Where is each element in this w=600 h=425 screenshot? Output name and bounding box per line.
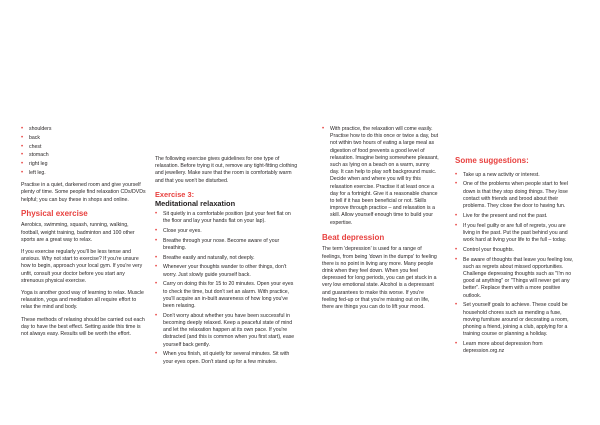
practice-list [322,126,440,227]
paragraph: The following exercise gives guidelines for one type of relaxation. Before trying it out, remove any tight-fitting clothing and jewellery. Make sure that the room is comfortably warm and that you won't be disturbed. [155,156,298,184]
bullet-icon: • [21,169,24,176]
paragraph: Practise in a quiet, darkened room and give yourself plenty of time. Some people find relaxation CDs/DVDs helpful; you can buy these in shops and online. [21,182,146,203]
list-item-text: Breathe easily and naturally, not deeply. [163,254,255,261]
column-3 [322,126,440,316]
list-item-text: Live for the present and not the past. [463,212,548,219]
column-4 [455,126,578,360]
exercise-title: Meditational relaxation [155,198,236,208]
bullet-icon: • [455,246,458,253]
list-item [455,213,578,220]
list-item [155,228,298,235]
list-item-text: Take up a new activity or interest. [463,171,540,178]
section-heading-physical-exercise: Physical exercise [21,208,88,218]
column-2 [155,156,298,371]
list-item [455,302,578,338]
bullet-icon: • [455,222,458,229]
paragraph: The term 'depression' is used for a range of feelings, from being 'down in the dumps' to feeling there is no point in living any more. Many people drink when they feel down. When you feel depressed for long periods, you can get stuck in a very low emotional state. Alcohol is a depressant and guarantees to make this worse. If you're feeling fed-up or that you're missing out on life, there are things you can do to lift your mood. [322,246,437,310]
list-item-text: Control your thoughts. [463,246,515,253]
paragraph: Aerobics, swimming, squash, running, walking, football, weight training, badminton and 100 other sports are a great way to relax. [21,222,135,243]
list-item-text: Breathe through your nose. Become aware of your breathing. [163,237,280,251]
bullet-icon: • [21,134,24,141]
paragraph: Yoga is another good way of learning to relax. Muscle relaxation, yoga and meditation all require effort to relax the mind and body. [21,289,144,311]
list-item [455,247,578,254]
bullet-icon: • [322,126,325,132]
list-item-text: If you feel guilty or are full of regrets, you are living in the past. Put the past behind you and work hard at living your life to the full – today. [463,222,568,243]
bullet-icon: • [155,351,158,358]
bullet-icon: • [455,256,458,263]
list-item [155,238,298,252]
list-item [455,172,578,179]
list-item-text: Sit quietly in a comfortable position (put your feet flat on the floor and lay your hands flat on your lap). [163,210,291,225]
list-item-text: With practice, the relaxation will come easily. Practise how to do this once or twice a day, but not within two hours of eating a large meal as digestion of food prevents a good level of relaxation. Imagine being somewhere pleasant, such as lying on a beach on a warm, sunny day. It can help to play soft background music. Decide when and where you will try this relaxation exercise. Practise it at least once a day for a fortnight. Give it a reasonable chance to tell if it has been beneficial or not. Skills improve through practice – and relaxation is a skill. Allow yourself enough time to build your expertise. [330,126,439,226]
paragraph: If you exercise regularly you'll be less tense and anxious. Why not start to exercise? If you're unsure how to begin, approach your local gym. If you're very unfit, consult your doctor before you start any strenuous physical exercise. [21,248,143,284]
list-item-text: stomach [29,152,49,159]
list-item-text: back [29,134,40,141]
bullet-icon: • [455,340,458,347]
list-item-text: When you finish, sit quietly for several minutes. Sit with your eyes open. Don't stand up for a few minutes. [163,351,290,365]
section-heading-beat-depression: Beat depression [322,232,385,242]
list-item [155,211,298,225]
list-item-text: shoulders [29,126,52,132]
list-item-text: Set yourself goals to achieve. These could be household chores such as mending a fuse, moving furniture around or decorating a room, phoning a friend, joining a club, applying for a training course or planning a holiday. [463,302,569,338]
list-item-text: right leg [29,161,48,168]
bullet-icon: • [155,210,158,217]
paragraph: These methods of relaxing should be carried out each day to have the best effect. Setting aside this time is not always easy. Results will be worth the effort. [21,316,145,337]
list-item [21,161,148,168]
list-item [455,181,578,210]
body-parts-list [21,126,148,177]
bullet-icon: • [21,143,24,150]
list-item [455,341,578,355]
list-item-text: Don't worry about whether you have been successful in becoming deeply relaxed. Keep a peaceful state of mind and let the relaxation happen at its own pace. If you're distracted (and this is common when you first start), ease yourself back gently. [163,312,295,348]
bullet-icon: • [455,212,458,219]
list-item [21,144,148,151]
bullet-icon: • [455,302,458,309]
list-item [155,281,298,310]
list-item-text: Whenever your thoughts wander to other things, don't worry. Just slowly guide yourself back. [163,264,287,278]
bullet-icon: • [155,264,158,271]
list-item [21,135,148,142]
section-heading-suggestions: Some suggestions: [455,156,529,165]
bullet-icon: • [155,237,158,244]
bullet-icon: • [155,312,158,319]
list-item-text: left leg. [29,169,46,176]
bullet-icon: • [21,161,24,168]
bullet-icon: • [21,152,24,159]
list-item-text: Carry on doing this for 15 to 20 minutes. Open your eyes to check the time, but don't set an alarm. With practice, you'll acquire an in-built awareness of how long you've been relaxing. [163,281,294,310]
suggestions-list [455,172,578,356]
list-item-text: Close your eyes. [163,227,202,234]
list-item [21,152,148,159]
list-item [155,351,298,365]
bullet-icon: • [21,126,24,132]
list-item-text: Be aware of thoughts that leave you feeling low, such as regrets about missed opportunities. Challenge depressing thoughts such as "I'm no good at anything" or "Things will never get any better". Replace them with a more positive outlook. [463,256,573,299]
exercise-number: Exercise 3: [155,189,195,199]
list-item [155,264,298,278]
list-item [455,257,578,300]
list-item-text: chest [29,143,42,150]
bullet-icon: • [155,254,158,261]
list-item [21,170,148,177]
bullet-icon: • [455,181,458,188]
list-item [155,313,298,349]
list-item [21,126,148,133]
list-item-text: Learn more about depression from depression.org.nz [463,340,543,355]
list-item-text: One of the problems when people start to feel down is that they stop doing things. They lose contact with friends and brood about their problems. They close the door to having fun. [463,181,568,209]
bullet-icon: • [455,171,458,178]
list-item [155,255,298,262]
exercise-heading [155,190,298,208]
list-item [322,126,440,227]
exercise-steps-list [155,211,298,366]
bullet-icon: • [155,227,158,234]
bullet-icon: • [155,281,158,288]
list-item [455,223,578,245]
column-1 [21,126,148,343]
